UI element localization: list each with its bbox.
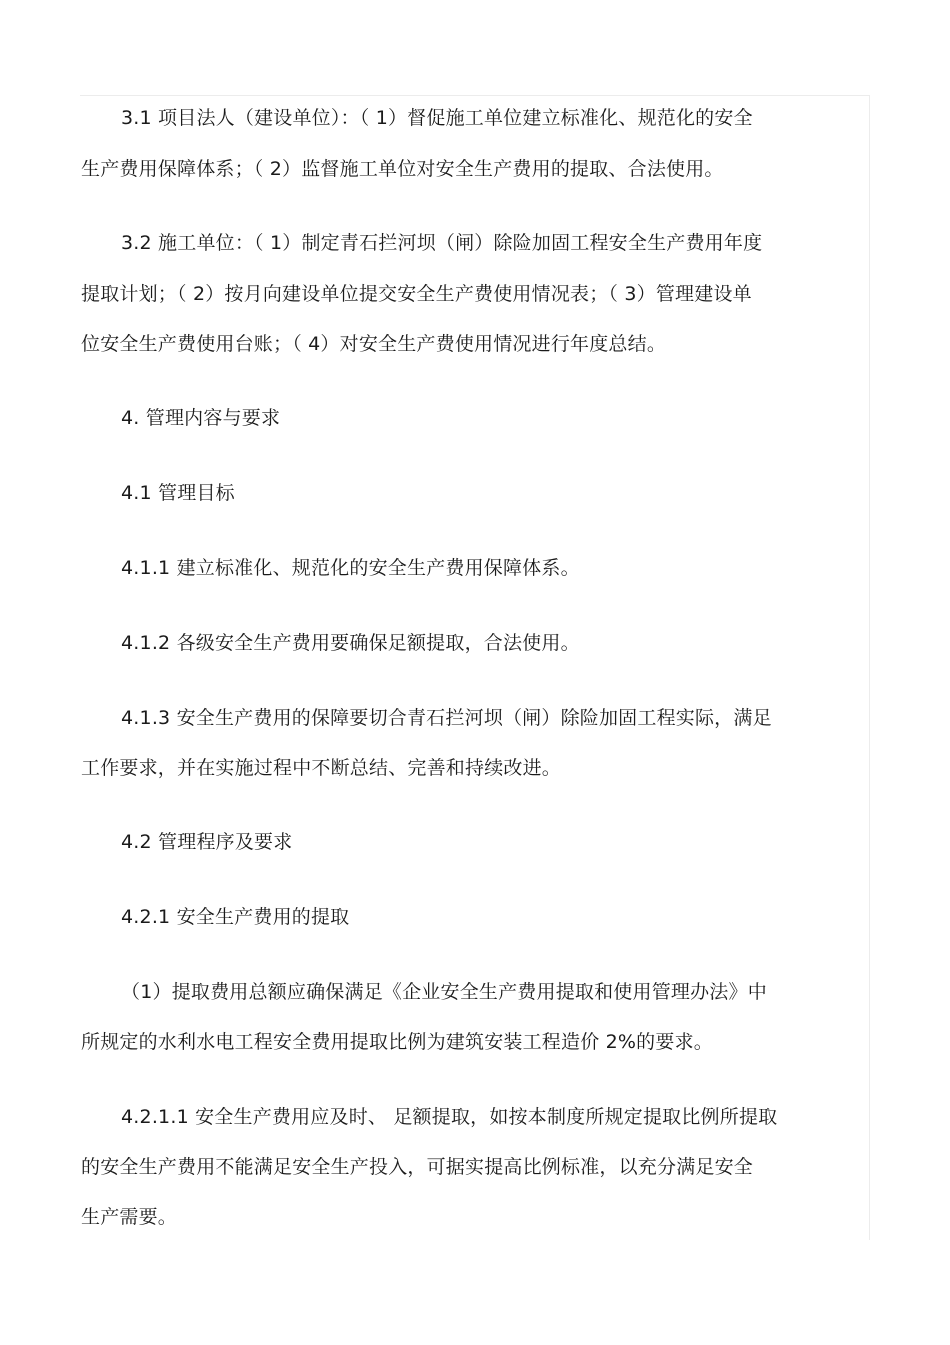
heading-4-2: 4.2 管理程序及要求 [121, 831, 293, 853]
para-3-2-line-1: 3.2 施工单位：（ 1）制定青石拦河坝（闸）除险加固工程安全生产费用年度 [121, 232, 763, 254]
para-3-1-line-2: 生产费用保障体系；（ 2）监督施工单位对安全生产费用的提取、合法使用。 [81, 158, 724, 180]
para-4-1-3-line-1: 4.1.3 安全生产费用的保障要切合青石拦河坝（闸）除险加固工程实际，满足 [121, 707, 772, 729]
page-top-border [80, 95, 870, 96]
heading-4-2-1: 4.2.1 安全生产费用的提取 [121, 906, 350, 928]
para-4-1-1: 4.1.1 建立标准化、规范化的安全生产费用保障体系。 [121, 557, 580, 579]
para-3-2-line-3: 位安全生产费使用台账；（ 4）对安全生产费使用情况进行年度总结。 [81, 333, 667, 355]
para-4-2-1-1-line-3: 生产需要。 [81, 1206, 178, 1228]
para-3-2-line-2: 提取计划；（ 2）按月向建设单位提交安全生产费使用情况表；（ 3）管理建设单 [81, 283, 752, 305]
para-3-1-line-1: 3.1 项目法人（建设单位）：（ 1）督促施工单位建立标准化、规范化的安全 [121, 107, 753, 129]
para-4-2-1-1-line-2: 的安全生产费用不能满足安全生产投入，可据实提高比例标准，以充分满足安全 [81, 1156, 754, 1178]
heading-4: 4. 管理内容与要求 [121, 407, 281, 429]
para-4-1-3-line-2: 工作要求，并在实施过程中不断总结、完善和持续改进。 [81, 757, 562, 779]
page-right-border [869, 95, 870, 1240]
para-4-2-1-a-line-1: （1）提取费用总额应确保满足《企业安全生产费用提取和使用管理办法》中 [121, 981, 767, 1003]
para-4-1-2: 4.1.2 各级安全生产费用要确保足额提取，合法使用。 [121, 632, 580, 654]
heading-4-1: 4.1 管理目标 [121, 482, 235, 504]
para-4-2-1-1-line-1: 4.2.1.1 安全生产费用应及时、 足额提取，如按本制度所规定提取比例所提取 [121, 1106, 778, 1128]
para-4-2-1-a-line-2: 所规定的水利水电工程安全费用提取比例为建筑安装工程造价 2%的要求。 [81, 1031, 713, 1053]
